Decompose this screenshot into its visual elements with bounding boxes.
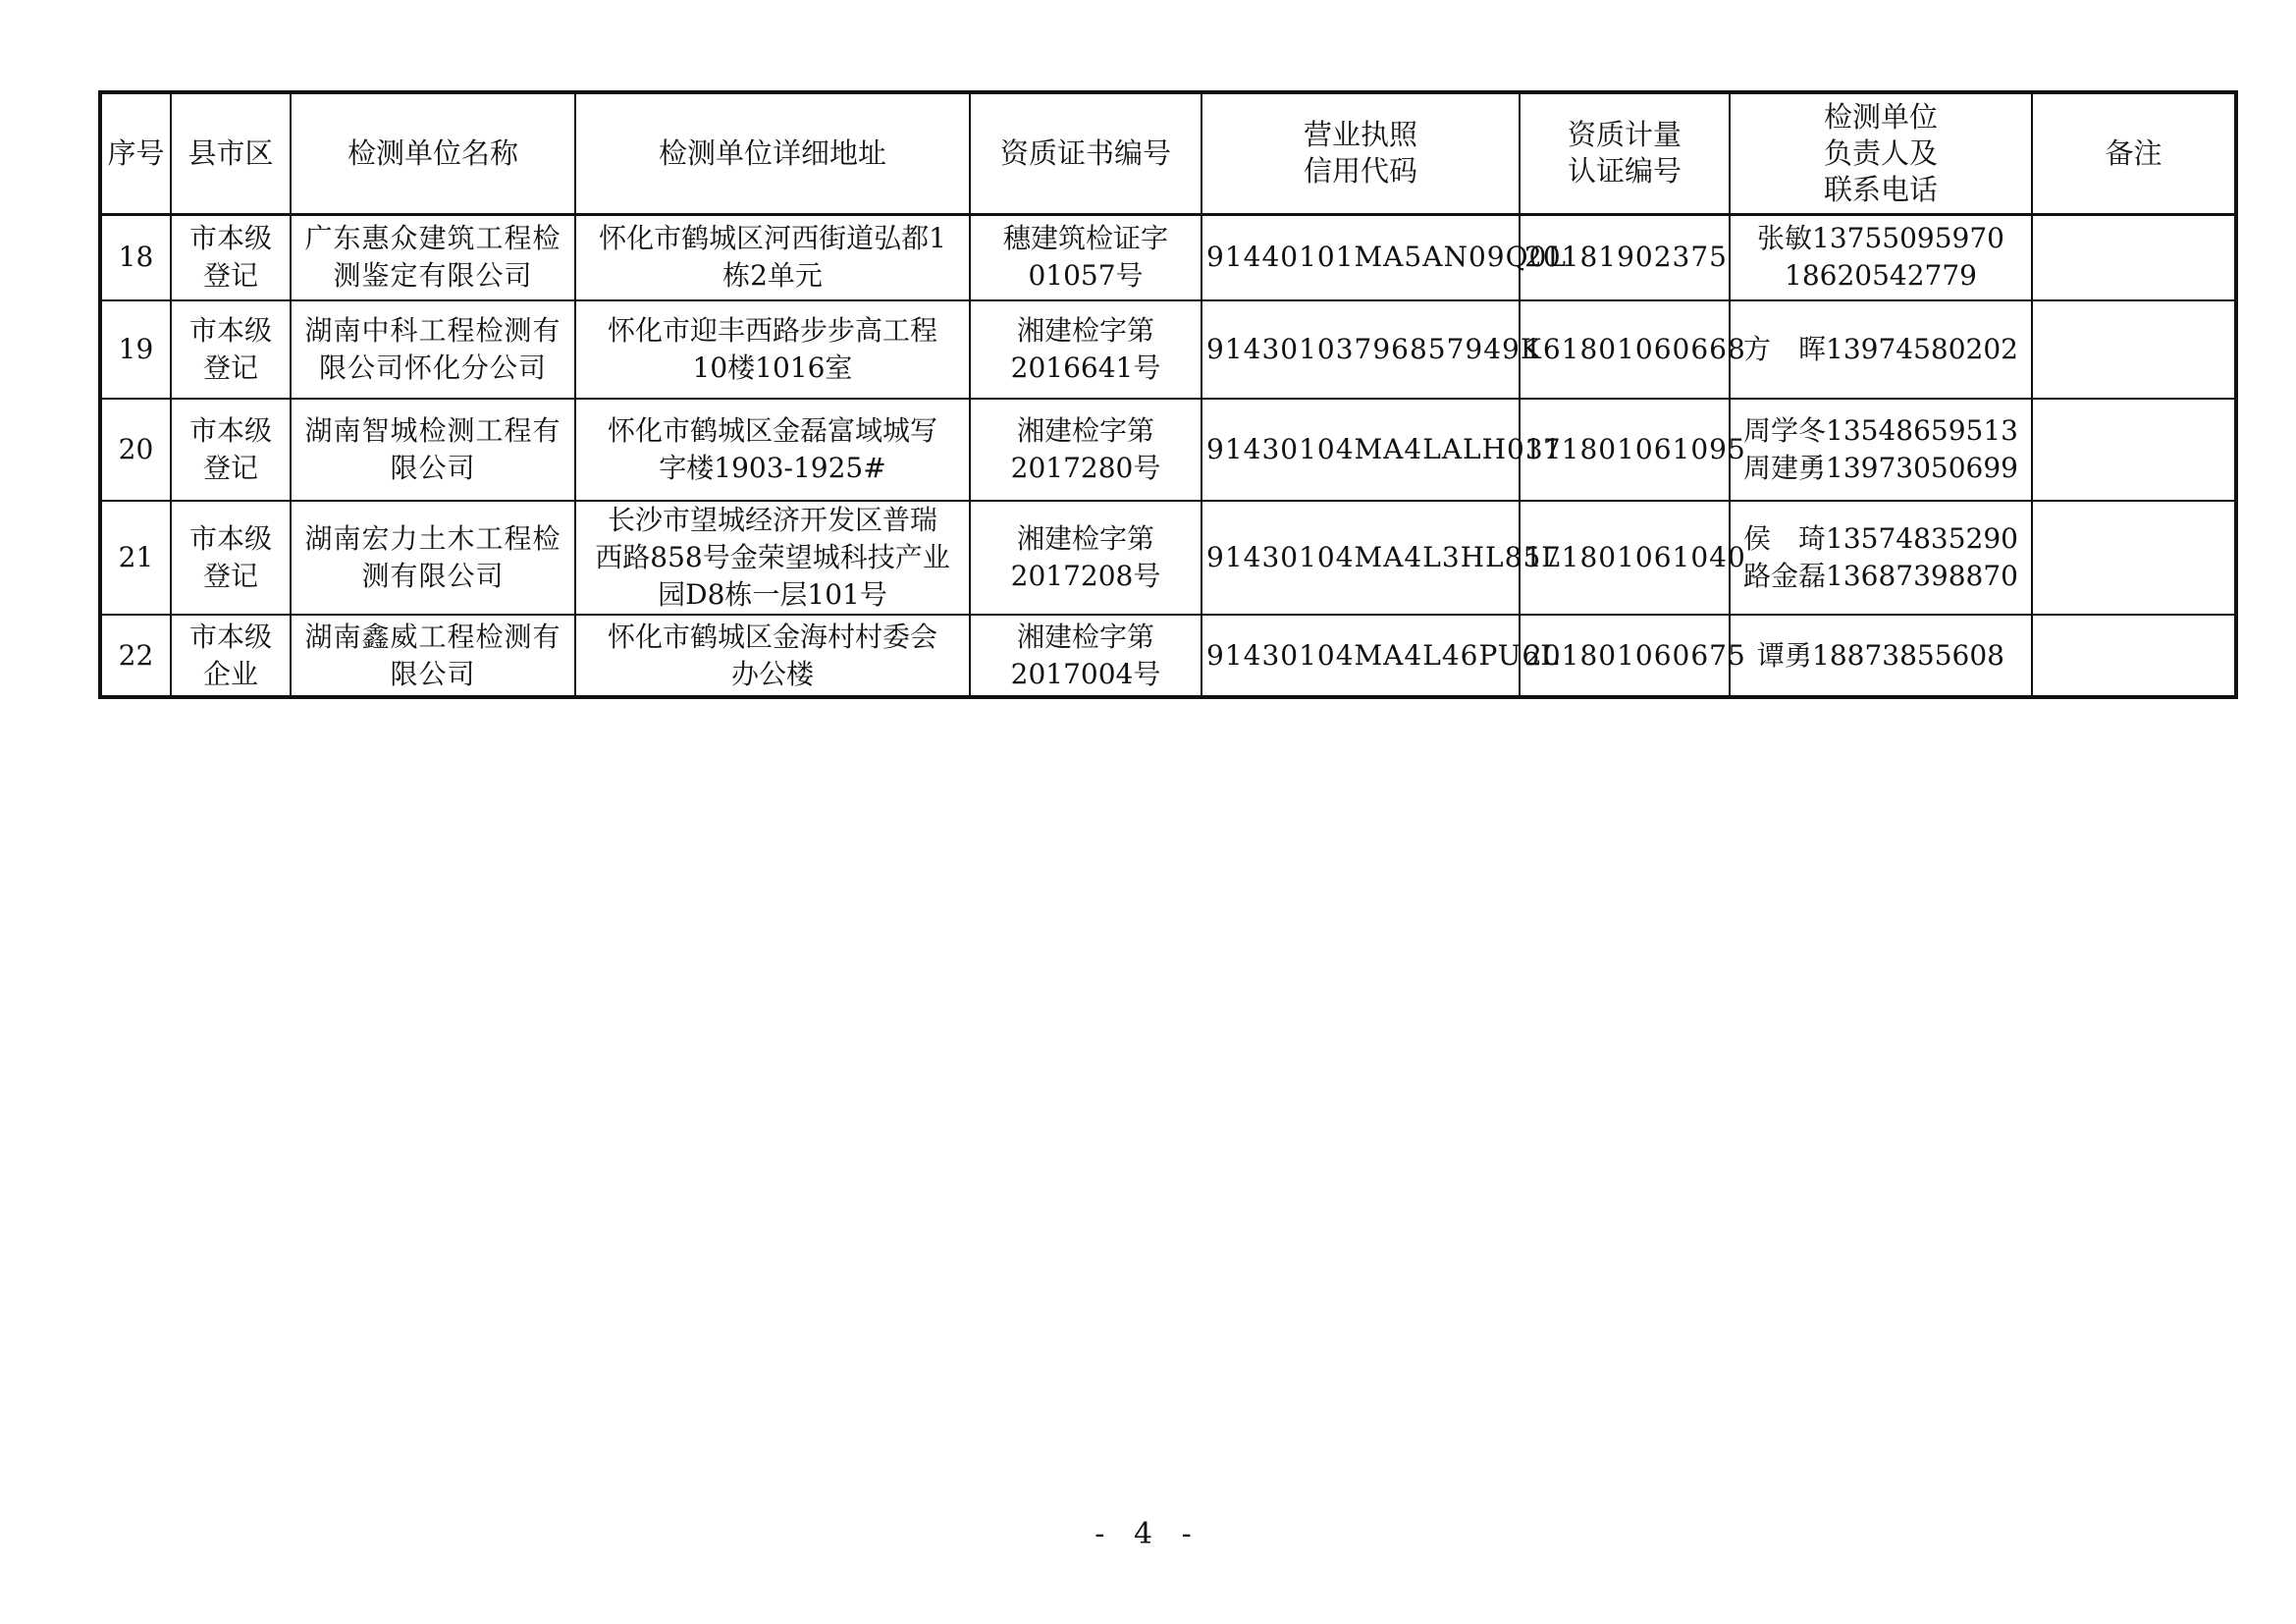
cell-cert-number-line: 2016641号 — [1010, 352, 1161, 384]
header-agency-name — [291, 92, 575, 214]
cell-remark — [2032, 214, 2236, 300]
cell-seq: 19 — [100, 300, 171, 399]
cell-metrology-number: 201801060675 — [1520, 615, 1730, 697]
cell-contact — [1730, 300, 2032, 399]
cell-address-line: 怀化市鹤城区金磊富域城写 — [607, 414, 937, 447]
cell-address — [575, 300, 970, 399]
header-line: 认证编号 — [1567, 154, 1682, 189]
cell-district — [171, 615, 291, 697]
header-line: 县市区 — [187, 135, 274, 170]
cell-contact-line: 侯 琦13574835290 — [1743, 522, 2018, 555]
cell-license-code: 91430104MA4L46PU6L — [1201, 615, 1520, 697]
header-contact — [1730, 92, 2032, 214]
cell-cert-number-line: 湘建检字第 — [1016, 414, 1154, 447]
cell-seq: 18 — [100, 214, 171, 300]
cell-district-line: 市本级 — [188, 222, 272, 255]
cell-address-line: 办公楼 — [730, 657, 814, 690]
cell-district-line: 登记 — [202, 259, 258, 293]
cell-seq: 20 — [100, 399, 171, 501]
cell-agency-name — [291, 615, 575, 697]
header-district — [171, 92, 291, 214]
cell-metrology-number: 171801061040 — [1520, 501, 1730, 615]
cell-district-line: 登记 — [202, 352, 258, 384]
cell-agency-name — [291, 501, 575, 615]
cell-agency-name-line: 湖南智城检测工程有 — [304, 414, 561, 447]
cell-cert-number-line: 湘建检字第 — [1016, 620, 1154, 653]
cell-cert-number — [970, 300, 1201, 399]
header-cert-number — [970, 92, 1201, 214]
cell-agency-name — [291, 399, 575, 501]
cell-address — [575, 399, 970, 501]
table-row — [100, 300, 2236, 399]
cell-address-line: 园D8栋一层101号 — [658, 578, 887, 611]
header-metrology-number — [1520, 92, 1730, 214]
cell-metrology-number: 20181902375 — [1520, 214, 1730, 300]
cell-agency-name-line: 湖南宏力土木工程检 — [304, 522, 561, 555]
cell-cert-number-line: 2017280号 — [1010, 452, 1161, 484]
cell-district — [171, 501, 291, 615]
cell-contact-line: 方 晖13974580202 — [1743, 333, 2018, 365]
header-line: 检测单位 — [1823, 99, 1938, 134]
cell-address-line: 10楼1016室 — [692, 352, 853, 384]
cell-remark — [2032, 300, 2236, 399]
cell-agency-name-line: 限公司 — [390, 657, 476, 690]
cell-cert-number — [970, 501, 1201, 615]
cell-district-line: 市本级 — [188, 620, 272, 653]
cell-district-line: 登记 — [202, 560, 258, 592]
inspection-agency-table — [98, 90, 2238, 699]
cell-cert-number-line: 湘建检字第 — [1016, 522, 1154, 555]
cell-district-line: 市本级 — [188, 414, 272, 447]
cell-agency-name-line: 湖南鑫威工程检测有 — [304, 620, 561, 653]
cell-address-line: 栋2单元 — [722, 259, 823, 293]
cell-agency-name-line: 湖南中科工程检测有 — [304, 314, 561, 347]
cell-contact — [1730, 214, 2032, 300]
cell-license-code: 91430103796857949K — [1201, 300, 1520, 399]
header-line: 检测单位名称 — [347, 135, 518, 170]
cell-address-line: 长沙市望城经济开发区普瑞 — [607, 504, 937, 536]
cell-remark — [2032, 399, 2236, 501]
header-line: 资质计量 — [1567, 118, 1682, 152]
page-number: - 4 - — [1095, 1517, 1201, 1551]
cell-address — [575, 615, 970, 697]
cell-cert-number-line: 2017208号 — [1010, 560, 1161, 592]
cell-cert-number-line: 穗建筑检证字 — [1002, 222, 1168, 255]
cell-address-line: 字楼1903-1925# — [659, 452, 886, 484]
cell-agency-name-line: 测有限公司 — [361, 560, 505, 592]
cell-address-line: 怀化市鹤城区河西街道弘都1 — [599, 222, 946, 255]
cell-address — [575, 214, 970, 300]
cell-agency-name-line: 广东惠众建筑工程检 — [304, 222, 561, 255]
table-row — [100, 214, 2236, 300]
table-body — [100, 214, 2236, 697]
cell-contact — [1730, 615, 2032, 697]
header-line: 信用代码 — [1303, 154, 1417, 189]
cell-district-line: 市本级 — [188, 314, 272, 347]
cell-agency-name-line: 限公司怀化分公司 — [318, 352, 547, 384]
cell-agency-name-line: 限公司 — [390, 452, 476, 484]
cell-contact-line: 路金磊13687398870 — [1743, 560, 2018, 592]
header-remark — [2032, 92, 2236, 214]
header-line: 检测单位详细地址 — [658, 135, 886, 170]
cell-license-code: 91440101MA5AN09Q0L — [1201, 214, 1520, 300]
cell-seq: 21 — [100, 501, 171, 615]
cell-metrology-number: 171801061095 — [1520, 399, 1730, 501]
cell-contact-line: 周建勇13973050699 — [1743, 452, 2018, 484]
cell-contact — [1730, 399, 2032, 501]
cell-cert-number — [970, 214, 1201, 300]
cell-contact — [1730, 501, 2032, 615]
cell-cert-number-line: 01057号 — [1028, 259, 1144, 293]
header-line: 备注 — [2105, 135, 2163, 170]
cell-address-line: 怀化市迎丰西路步步高工程 — [607, 314, 937, 347]
cell-address-line: 怀化市鹤城区金海村村委会 — [607, 620, 937, 653]
cell-contact-line: 张敏13755095970 — [1757, 222, 2004, 255]
cell-seq: 22 — [100, 615, 171, 697]
cell-district — [171, 214, 291, 300]
cell-remark — [2032, 615, 2236, 697]
header-line: 序号 — [107, 135, 165, 170]
header-line: 联系电话 — [1823, 172, 1938, 206]
header-line: 营业执照 — [1303, 118, 1417, 152]
cell-contact-line: 谭勇18873855608 — [1757, 638, 2004, 672]
header-line: 资质证书编号 — [999, 135, 1171, 170]
cell-district — [171, 300, 291, 399]
table-row — [100, 399, 2236, 501]
cell-district-line: 企业 — [202, 657, 258, 690]
cell-contact-line: 周学冬13548659513 — [1743, 414, 2018, 447]
cell-cert-number-line: 2017004号 — [1010, 657, 1161, 690]
cell-agency-name-line: 测鉴定有限公司 — [333, 259, 533, 293]
cell-cert-number-line: 湘建检字第 — [1016, 314, 1154, 347]
cell-agency-name — [291, 300, 575, 399]
cell-metrology-number: 161801060668 — [1520, 300, 1730, 399]
cell-license-code: 91430104MA4L3HL85L — [1201, 501, 1520, 615]
cell-district-line: 登记 — [202, 452, 258, 484]
table-header-row — [100, 92, 2236, 214]
cell-district-line: 市本级 — [188, 522, 272, 555]
cell-agency-name — [291, 214, 575, 300]
header-license-code — [1201, 92, 1520, 214]
table-row — [100, 501, 2236, 615]
header-seq — [100, 92, 171, 214]
cell-cert-number — [970, 615, 1201, 697]
cell-address-line: 西路858号金荣望城科技产业 — [595, 541, 950, 573]
cell-address — [575, 501, 970, 615]
header-address — [575, 92, 970, 214]
cell-remark — [2032, 501, 2236, 615]
cell-district — [171, 399, 291, 501]
cell-contact-line: 18620542779 — [1785, 259, 1977, 293]
header-line: 负责人及 — [1823, 135, 1938, 170]
cell-license-code: 91430104MA4LALH031 — [1201, 399, 1520, 501]
cell-cert-number — [970, 399, 1201, 501]
table-row — [100, 615, 2236, 697]
